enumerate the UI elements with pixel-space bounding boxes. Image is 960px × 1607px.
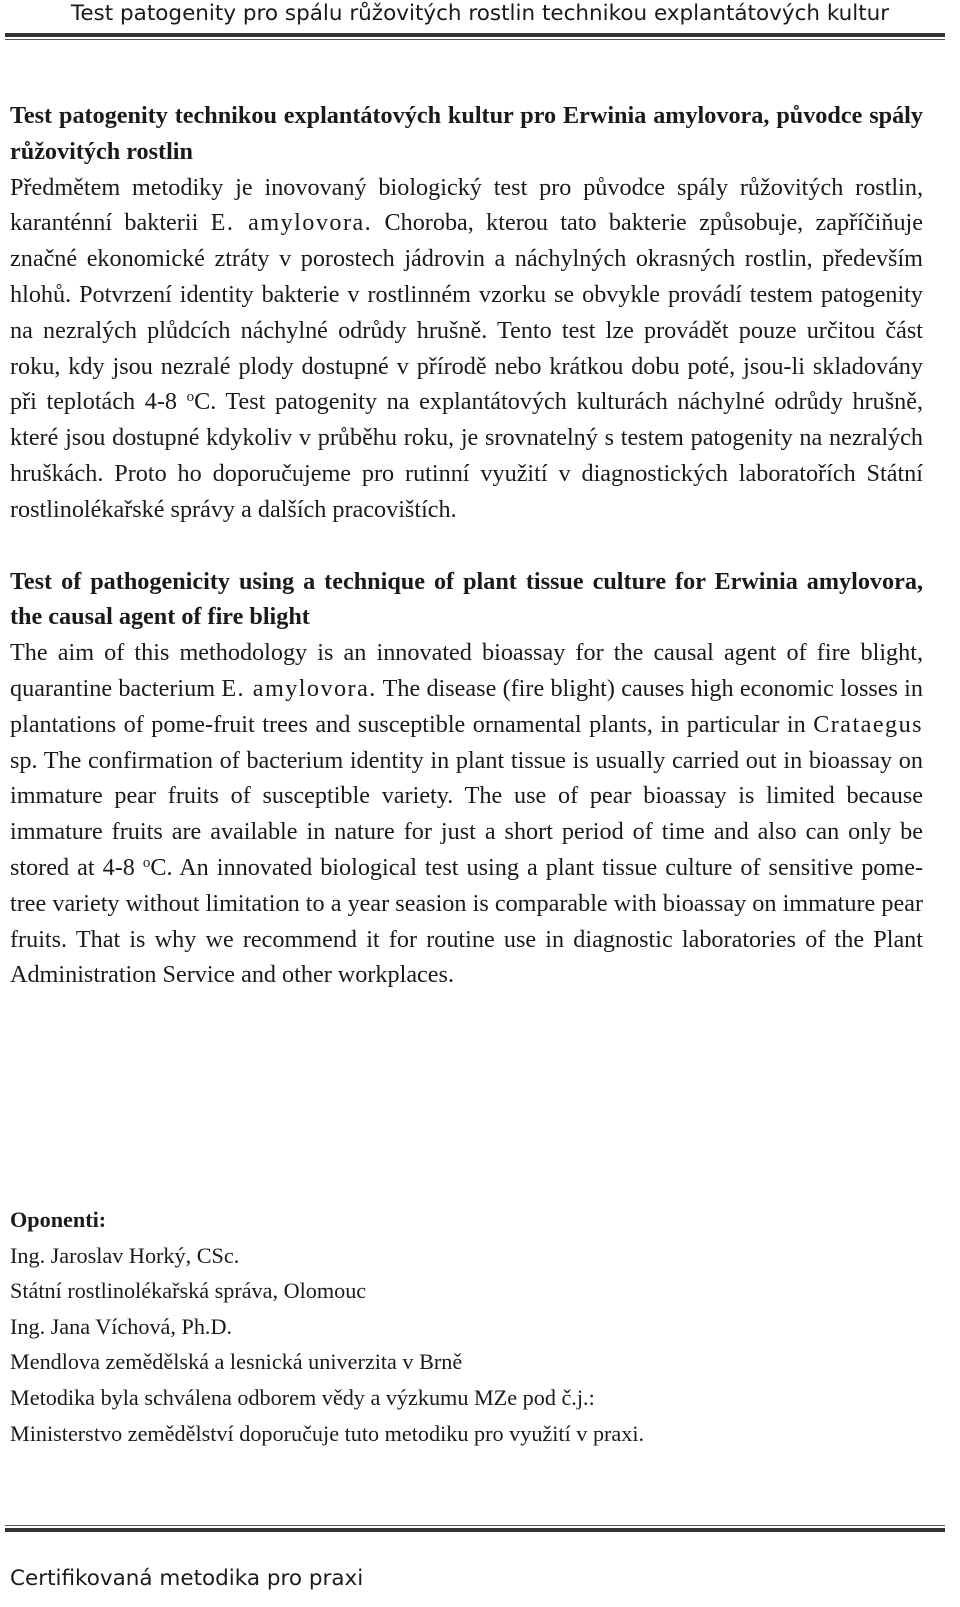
reviewers-heading: Oponenti: [10,1207,107,1232]
reviewers-block [10,1202,923,1451]
approval-line: Metodika byla schválena odborem vědy a výzkumu MZe pod č.j.: [10,1384,595,1410]
abstracts [10,98,923,993]
english-abstract-text [10,635,923,993]
english-text-part-b: The disease (fire blight) causes high economic losses in plantations of pome-fruit trees and susceptible ornamental plants, in particular in [10,674,924,738]
english-degree-mark: o [142,854,151,871]
english-genus-name: Crataegus [813,710,923,738]
english-abstract [10,564,923,994]
reviewer-line: Ing. Jaroslav Horký, CSc. [10,1242,240,1268]
english-text-part-a: The aim of this methodology is an innovated bioassay for the causal agent of fire blight, quarantine bacterium [10,639,923,702]
header-rule [5,33,945,37]
reviewer-line: Mendlova zemědělská a lesnická univerzita v Brně [10,1349,463,1375]
czech-species-name: E. amylovora. [210,209,373,237]
running-header: Test patogenity pro spálu růžovitých rostlin technikou explantátových kultur [70,1,890,26]
czech-abstract [10,98,923,528]
czech-text-part-c: C. Test patogenity na explantátových kulturách náchylné odrůdy hrušně, které jsou dostupné kdykoliv v průběhu roku, je srovnatelný s testem patogenity na nezralých hruškách. Proto ho doporučujeme pro rutinní využití v diagnostických laboratořích Státní rostlinolékařské správy a dalších pracovištích. [10,388,923,523]
reviewer-line: Ing. Jana Víchová, Ph.D. [10,1313,233,1339]
reviewer-line: Státní rostlinolékařská správa, Olomouc [10,1278,367,1304]
czech-text-part-b: Choroba, kterou tato bakterie způsobuje, zapříčiňuje značné ekonomické ztráty v porostech jádrovin a náchylných okrasných rostlin, především hlohů. Potvrzení identity bakterie v rostlinném vzorku se obvykle provádí testem patogenity na nezralých plůdcích náchylné odrůdy hrušně. Tento test lze provádět pouze určitou část roku, kdy jsou nezralé plody dostupné v přírodě nebo krátkou dobu poté, jsou-li skladovány při teplotách 4-8 [10,209,923,416]
english-text-part-d: C. An innovated biological test using a plant tissue culture of sensitive pome-tree variety without limitation to a year seasion is comparable with bioassay on immature pear fruits. That is why we recommend it for routine use in diagnostic laboratories of the Plant Administration Service and other workplaces. [10,853,923,989]
running-footer: Certifikovaná metodika pro praxi [10,1566,364,1591]
recommendation-line: Ministerstvo zemědělství doporučuje tuto metodiku pro využití v praxi. [10,1420,645,1446]
czech-degree-mark: o [186,389,195,406]
english-species-name: E. amylovora. [221,674,377,702]
czech-abstract-text [10,170,923,528]
czech-abstract-title: Test patogenity technikou explantátových kultur pro Erwinia amylovora, původce spály růžovitých rostlin [10,102,923,165]
english-abstract-title: Test of pathogenicity using a technique of plant tissue culture for Erwinia amylovora, the causal agent of fire blight [10,567,923,631]
footer-rule [5,1525,945,1526]
english-text-part-c: sp. The confirmation of bacterium identity in plant tissue is usually carried out in bioassay on immature pear fruits of susceptible variety. The use of pear bioassay is limited because immature fruits are available in nature for just a short period of time and also can only be stored at 4-8 [10,746,923,881]
czech-text-part-a: Předmětem metodiky je inovovaný biologický test pro původce spály růžovitých rostlin, karanténní bakterii [10,173,923,237]
